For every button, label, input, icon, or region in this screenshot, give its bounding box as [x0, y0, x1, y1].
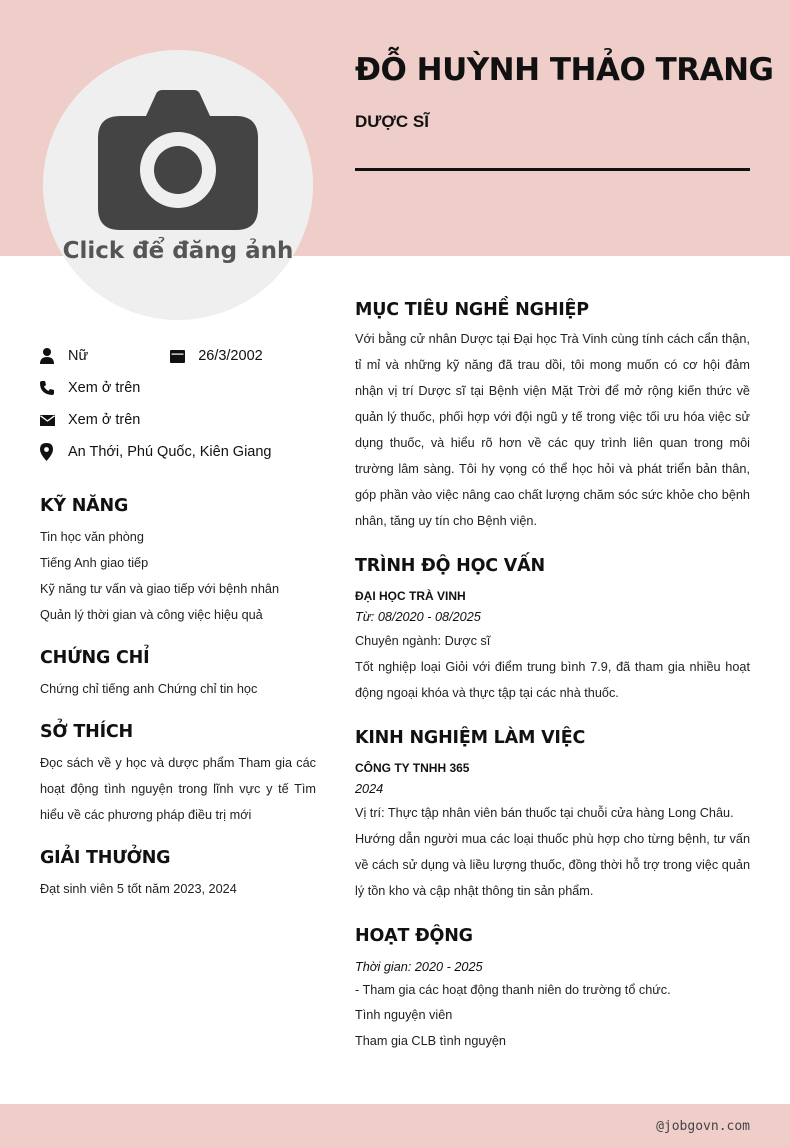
job-title: DƯỢC SĨ	[355, 112, 429, 131]
objective-heading: MỤC TIÊU NGHỀ NGHIỆP	[355, 300, 589, 320]
footer-brand[interactable]: @jobgovn.com	[656, 1119, 750, 1134]
experience-role: Vị trí: Thực tập nhân viên bán thuốc tại chuỗi cửa hàng Long Châu.	[355, 806, 734, 820]
certificates-heading: CHỨNG CHỈ	[40, 648, 150, 668]
awards-heading: GIẢI THƯỞNG	[40, 848, 171, 868]
contact-row-address	[40, 436, 316, 468]
activity-item: - Tham gia các hoạt động thanh niên do trường tổ chức.	[355, 983, 671, 997]
birthday-value: 26/3/2002	[198, 348, 263, 364]
hobbies-text: Đọc sách về y học và dược phẩm Tham gia các hoạt động tình nguyện trong lĩnh vực y tế Tìm hiểu về các phương pháp điều trị mới	[40, 756, 316, 822]
education-heading: TRÌNH ĐỘ HỌC VẤN	[355, 556, 545, 576]
calendar-icon	[170, 350, 198, 363]
skill-item: Tin học văn phòng	[40, 530, 144, 544]
school-name: ĐẠI HỌC TRÀ VINH	[355, 589, 466, 603]
contact-row-email	[40, 404, 316, 436]
skill-item: Kỹ năng tư vấn và giao tiếp với bệnh nhân	[40, 582, 280, 596]
left-column	[40, 340, 316, 902]
gender-value: Nữ	[68, 348, 89, 364]
profile-photo-upload[interactable]	[43, 50, 313, 320]
experience-heading: KINH NGHIỆM LÀM VIỆC	[355, 728, 586, 748]
location-pin-icon	[40, 443, 68, 461]
title-divider	[355, 168, 750, 171]
skills-list	[40, 524, 316, 628]
contact-row-phone	[40, 372, 316, 404]
candidate-name: ĐỖ HUỲNH THẢO TRANG	[355, 52, 774, 88]
certificates-text: Chứng chỉ tiếng anh Chứng chỉ tin học	[40, 682, 258, 696]
education-period: Từ: 08/2020 - 08/2025	[355, 610, 481, 624]
contact-row-gender-birthday	[40, 340, 316, 372]
experience-detail: Hướng dẫn người mua các loại thuốc phù hợp cho từng bệnh, tư vấn về cách sử dụng và liều lượng thuốc, đồng thời hỗ trợ trong việc quản lý tồn kho và cập nhật thông tin sản phẩm.	[355, 832, 750, 898]
address-value: An Thới, Phú Quốc, Kiên Giang	[68, 444, 272, 460]
camera-icon	[98, 90, 258, 230]
email-value: Xem ở trên	[68, 412, 141, 428]
activity-item: Tình nguyện viên	[355, 1008, 453, 1022]
right-column	[355, 300, 750, 1054]
awards-text: Đạt sinh viên 5 tốt năm 2023, 2024	[40, 882, 237, 896]
experience-period: 2024	[355, 782, 384, 796]
activities-heading: HOẠT ĐỘNG	[355, 926, 473, 946]
activities-period: Thời gian: 2020 - 2025	[355, 960, 483, 974]
hobbies-heading: SỞ THÍCH	[40, 722, 133, 742]
skills-heading: KỸ NĂNG	[40, 496, 129, 516]
phone-icon	[40, 381, 68, 395]
education-detail: Tốt nghiệp loại Giỏi với điểm trung bình 7.9, đã tham gia nhiều hoạt động ngoại khóa và thực tập tại các nhà thuốc.	[355, 660, 750, 700]
education-major: Chuyên ngành: Dược sĩ	[355, 634, 491, 648]
skill-item: Tiếng Anh giao tiếp	[40, 556, 149, 570]
activity-item: Tham gia CLB tình nguyện	[355, 1034, 506, 1048]
photo-upload-label: Click để đăng ảnh	[62, 238, 294, 264]
company-name: CÔNG TY TNHH 365	[355, 761, 470, 775]
phone-value: Xem ở trên	[68, 380, 141, 396]
envelope-icon	[40, 415, 68, 426]
objective-text: Với bằng cử nhân Dược tại Đại học Trà Vinh cùng tính cách cẩn thận, tỉ mỉ và những kỹ năng đã trau dồi, tôi mong muốn có cơ hội đảm nhận vị trí Dược sĩ tại Bệnh viện Mặt Trời để mở rộng kiến thức về quản lý thuốc, phối hợp với đội ngũ y tế trong việc tối ưu hóa việc sử dụng thuốc, và hiểu rõ hơn về các quy trình liên quan trong môi trường lâm sàng. Tôi hy vọng có thể học hỏi và phát triển bản thân, góp phần vào việc nâng cao chất lượng chăm sóc sức khỏe cho bệnh nhân, tăng uy tín cho Bệnh viện.	[355, 332, 750, 528]
person-icon	[40, 348, 68, 364]
skill-item: Quản lý thời gian và công việc hiệu quả	[40, 608, 263, 622]
